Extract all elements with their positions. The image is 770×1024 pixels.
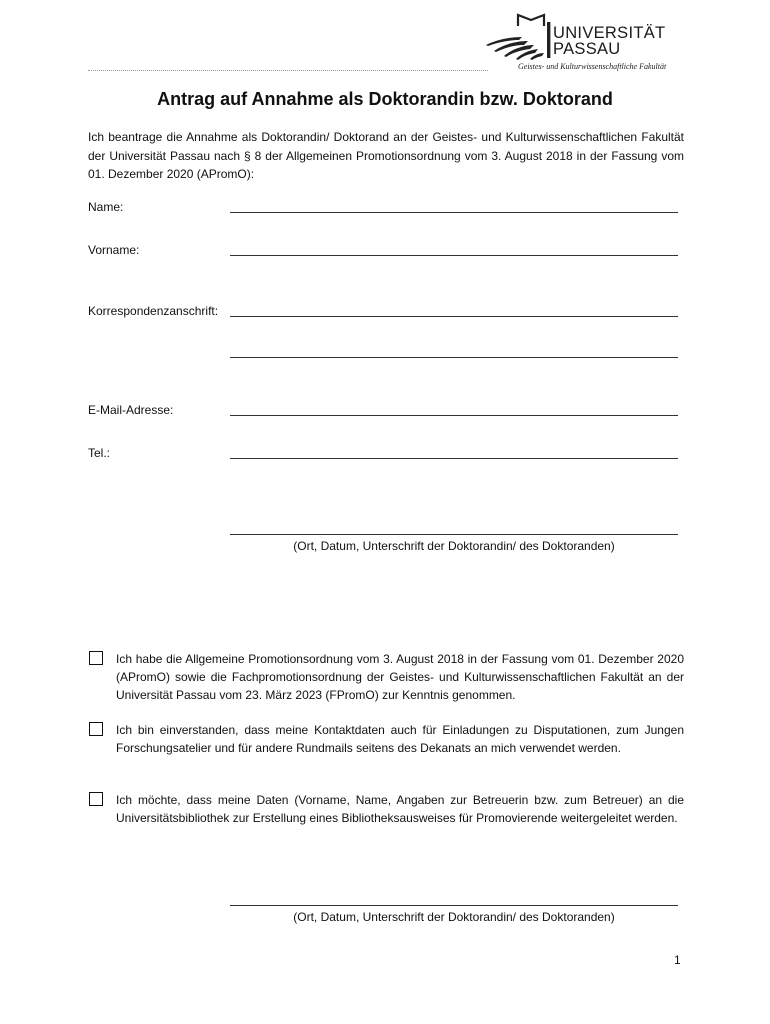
- name-field[interactable]: [230, 212, 678, 213]
- email-field[interactable]: [230, 415, 678, 416]
- checkbox-kontaktdaten-text: Ich bin einverstanden, dass meine Kontaktdaten auch für Einladungen zu Disputationen, zum Jungen Forschungsatelier und für andere Rundmails seitens des Dekanats an mich verwendet werden.: [116, 723, 684, 756]
- signature-line-1[interactable]: [230, 534, 678, 535]
- address-field-line2[interactable]: [230, 357, 678, 358]
- checkbox-bibliothek[interactable]: [89, 792, 103, 806]
- vorname-field[interactable]: [230, 255, 678, 256]
- logo-text-line2: PASSAU: [553, 40, 621, 58]
- signature-caption-1: (Ort, Datum, Unterschrift der Doktorandin/ des Doktoranden): [293, 539, 615, 553]
- address-label: Korrespondenzanschrift:: [88, 304, 219, 318]
- university-emblem-icon: [484, 12, 554, 60]
- faculty-name: Geistes- und Kulturwissenschaftliche Fakultät: [518, 62, 667, 71]
- checkbox-bibliothek-text: Ich möchte, dass meine Daten (Vorname, Name, Angaben zur Betreuerin bzw. zum Betreuer) an die Universitätsbibliothek zur Erstellung eines Bibliotheksausweises für Promovierende weitergeleitet werden.: [116, 793, 684, 826]
- logo-text-line1: UNIVERSITÄT: [553, 24, 666, 42]
- email-label: E-Mail-Adresse:: [88, 403, 174, 417]
- signature-caption-2: (Ort, Datum, Unterschrift der Doktorandin/ des Doktoranden): [293, 910, 615, 924]
- signature-line-2[interactable]: [230, 905, 678, 906]
- tel-label: Tel.:: [88, 446, 111, 460]
- name-label: Name:: [88, 200, 124, 214]
- checkbox-promotionsordnung-text: Ich habe die Allgemeine Promotionsordnung vom 3. August 2018 in der Fassung vom 01. Dezember 2020 (APromO) sowie die Fachpromotionsordnung der Geistes- und Kulturwissenschaftlichen Fakultät an der Universität Passau vom 23. März 2023 (FPromO) zur Kenntnis genommen.: [116, 652, 684, 703]
- page-number: 1: [674, 953, 681, 967]
- vorname-label: Vorname:: [88, 243, 140, 257]
- page-title: Antrag auf Annahme als Doktorandin bzw. Doktorand: [157, 89, 613, 109]
- header-divider: [88, 70, 488, 71]
- checkbox-promotionsordnung[interactable]: [89, 651, 103, 665]
- intro-paragraph: Ich beantrage die Annahme als Doktorandin/ Doktorand an der Geistes- und Kulturwissenschaftlichen Fakultät der Universität Passau nach § 8 der Allgemeinen Promotionsordnung vom 3. August 2018 in der Fassung vom 01. Dezember 2020 (APromO):: [88, 130, 684, 181]
- tel-field[interactable]: [230, 458, 678, 459]
- address-field-line1[interactable]: [230, 316, 678, 317]
- checkbox-kontaktdaten[interactable]: [89, 722, 103, 736]
